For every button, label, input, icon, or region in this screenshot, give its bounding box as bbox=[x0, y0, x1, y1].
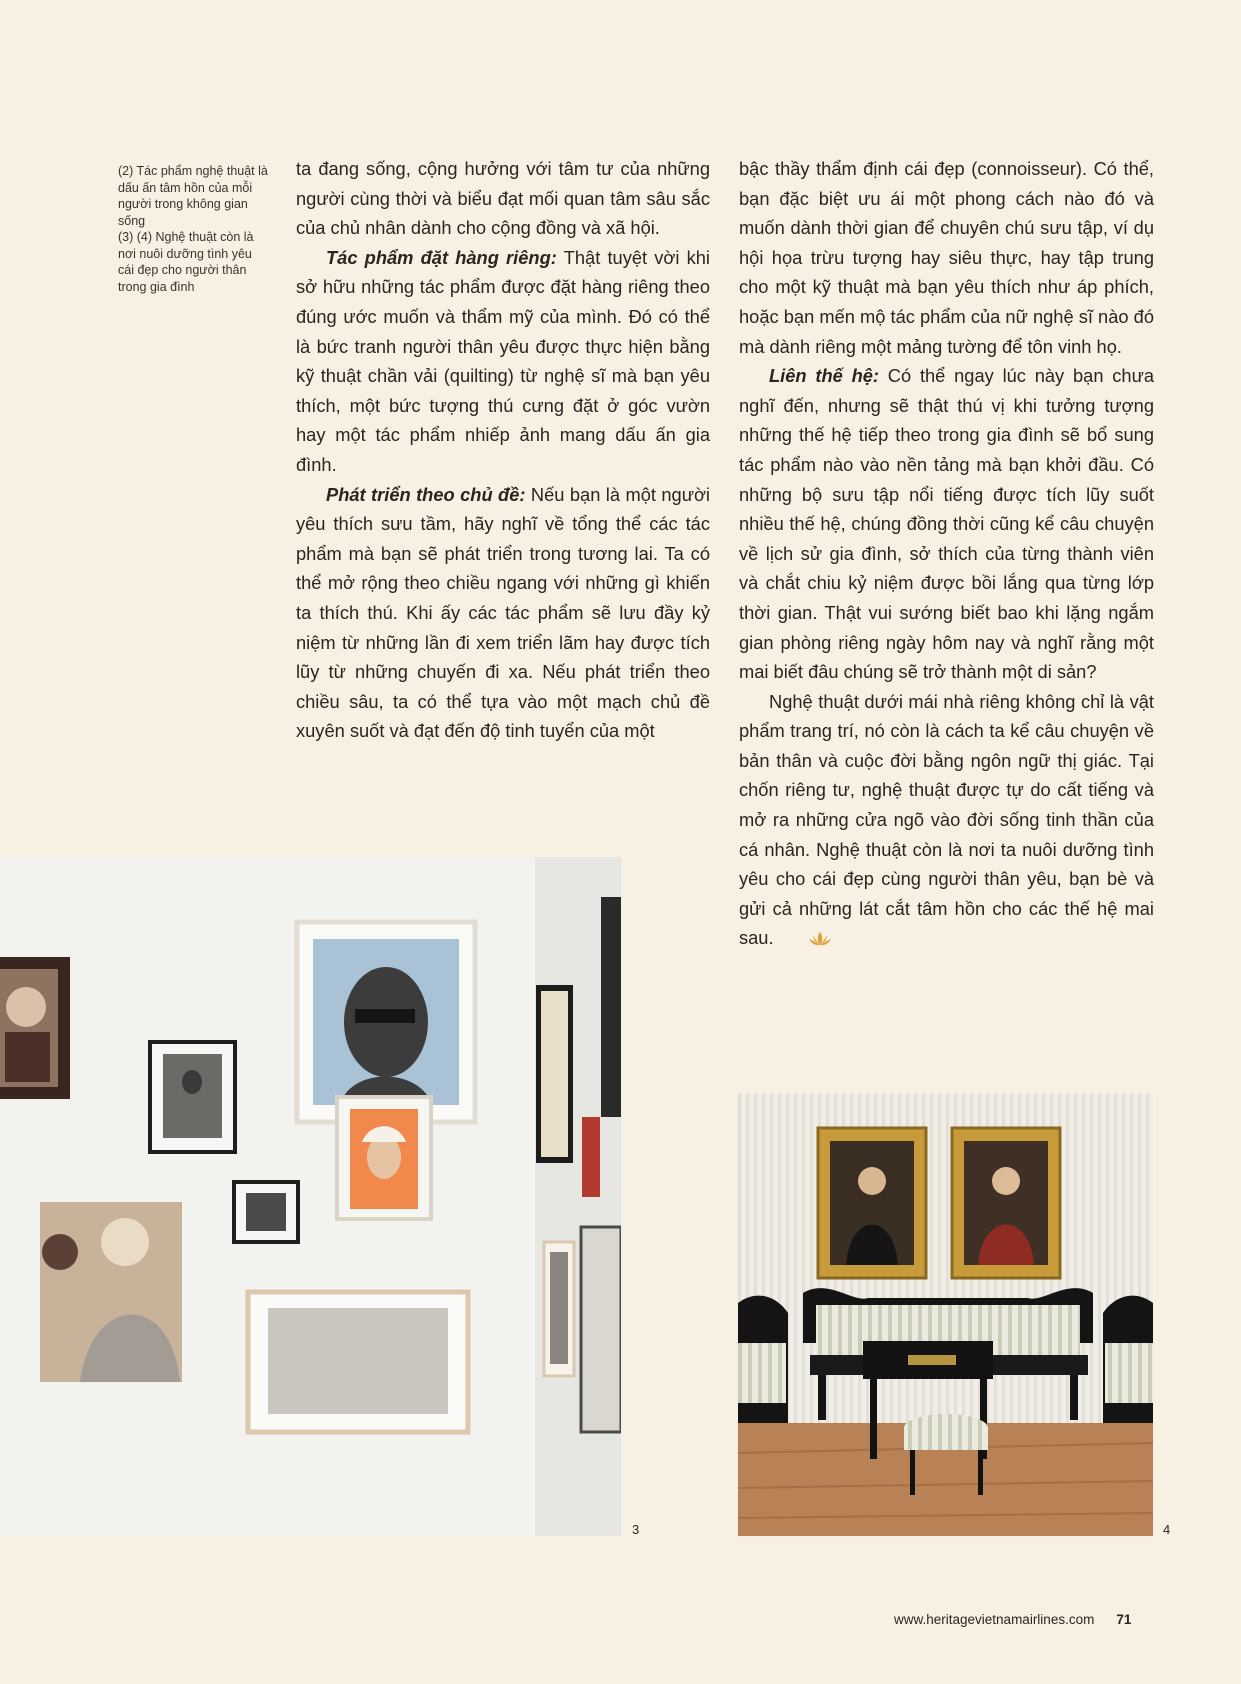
sidebar-caption bbox=[118, 163, 268, 295]
column2-paragraph-3 bbox=[739, 687, 1154, 956]
figure-4-number: 4 bbox=[1163, 1522, 1171, 1537]
lotus-end-mark-icon bbox=[778, 926, 832, 956]
article-column-1 bbox=[296, 154, 710, 746]
column2-paragraph-2 bbox=[739, 361, 1154, 687]
classic-interior-photo bbox=[738, 1093, 1153, 1536]
caption-line-3-4: (3) (4) Nghệ thuật còn là nơi nuôi dưỡng tình yêu cái đẹp cho người thân trong gia đình bbox=[118, 230, 254, 294]
column2-paragraph-1: bậc thầy thẩm định cái đẹp (connoisseur). Có thể, bạn đặc biệt ưu ái một phong cách nào đó và muốn dành thời gian để chuyên chú sưu tập, ví dụ hội họa trừu tượng hay siêu thực, hay tập trung cho một kỹ thuật mà bạn yêu thích như áp phích, hoặc bạn mến mộ tác phẩm của nữ nghệ sĩ nào đó mà dành riêng một mảng tường để tôn vinh họ. bbox=[739, 158, 1154, 357]
intergenerational-text: Có thể ngay lúc này bạn chưa nghĩ đến, nhưng sẽ thật thú vị khi tưởng tượng những thế hệ tiếp theo trong gia đình sẽ bổ sung tác phẩm nào vào nền tảng mà bạn khởi đầu. Có những bộ sưu tập nổi tiếng được tích lũy suốt nhiều thế hệ, chúng đồng thời cũng kể câu chuyện về lịch sử gia đình, sở thích của từng thành viên và chắt chiu kỷ niệm được bồi lắng qua từng lớp thời gian. Thật vui sướng biết bao khi lặng ngắm gian phòng riêng ngày hôm nay và nghĩ rằng một mai biết đâu chúng sẽ trở thành một di sản? bbox=[739, 365, 1154, 683]
article-column-2 bbox=[739, 154, 1154, 956]
gallery-wall-photo bbox=[0, 857, 621, 1536]
thematic-development-text: Nếu bạn là một người yêu thích sưu tầm, hãy nghĩ về tổng thể các tác phẩm mà bạn sẽ phát triển trong tương lai. Ta có thể mở rộng theo chiều ngang với những gì khiến ta thích thú. Khi ấy các tác phẩm sẽ lưu đầy kỷ niệm từ những lần đi xem triển lãm hay được tích lũy từ những chuyến đi xa. Nếu phát triển theo chiều sâu, ta có thể tựa vào một mạch chủ đề xuyên suốt và đạt đến độ tinh tuyển của một bbox=[296, 483, 710, 742]
caption-line-2: (2) Tác phẩm nghệ thuật là dấu ấn tâm hồn của mỗi người trong không gian sống bbox=[118, 164, 268, 228]
commissioned-works-text: Thật tuyệt vời khi sở hữu những tác phẩm được đặt hàng riêng theo đúng ước muốn và thẩm mỹ của mình. Đó có thể là bức tranh người thân yêu được thực hiện bằng kỹ thuật chần vải (quilting) từ nghệ sĩ mà bạn yêu thích, một bức tượng thú cưng đặt ở góc vườn hay một tác phẩm nhiếp ảnh mang dấu ấn gia đình. bbox=[296, 246, 710, 475]
column1-paragraph-1: ta đang sống, cộng hưởng với tâm tư của những người cùng thời và biểu đạt mối quan tâm sâu sắc của chủ nhân dành cho cộng đồng và xã hội. bbox=[296, 158, 710, 239]
intergenerational-lead: Liên thế hệ: bbox=[769, 365, 879, 387]
website-url: www.heritagevietnamairlines.com bbox=[894, 1612, 1095, 1627]
column1-paragraph-3 bbox=[296, 480, 710, 746]
column1-paragraph-2 bbox=[296, 243, 710, 480]
closing-paragraph-text: Nghệ thuật dưới mái nhà riêng không chỉ là vật phẩm trang trí, nó còn là cách ta kể câu chuyện về bản thân và cuộc đời bằng ngôn ngữ thị giác. Tại chốn riêng tư, nghệ thuật được tự do cất tiếng và mở ra những cửa ngõ vào đời sống tinh thần của cá nhân. Nghệ thuật còn là nơi ta nuôi dưỡng tình yêu cho cái đẹp cùng người thân yêu, bạn bè và gửi cả những lát cắt tâm hồn cho các thế hệ mai sau. bbox=[739, 690, 1154, 949]
thematic-development-lead: Phát triển theo chủ đề: bbox=[326, 483, 526, 505]
page-footer bbox=[894, 1612, 1131, 1627]
figure-3-number: 3 bbox=[632, 1522, 640, 1537]
page-number: 71 bbox=[1116, 1612, 1132, 1627]
commissioned-works-lead: Tác phẩm đặt hàng riêng: bbox=[326, 246, 557, 268]
